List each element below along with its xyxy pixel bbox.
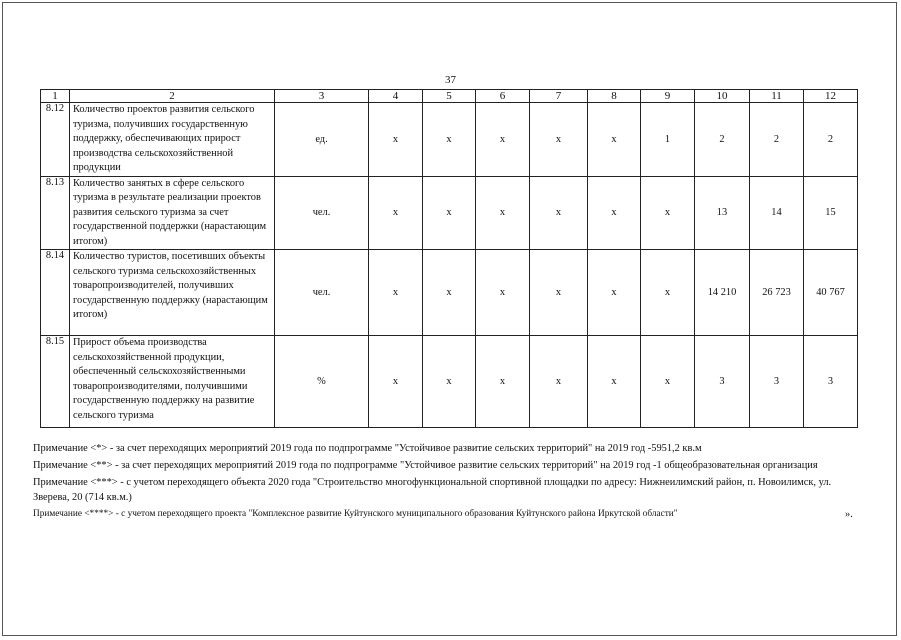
value-cell: x bbox=[476, 176, 530, 250]
indicator-name: Количество занятых в сфере сельского туризма в результате реализации проектов развития сельского туризма за счет государственной поддержки (нарастающим итогом) bbox=[70, 176, 275, 250]
notes-section bbox=[33, 441, 863, 524]
value-cell: x bbox=[369, 336, 423, 428]
table-row bbox=[41, 103, 858, 177]
column-header: 11 bbox=[750, 90, 804, 103]
unit-cell: чел. bbox=[275, 250, 369, 336]
column-header: 7 bbox=[530, 90, 588, 103]
table-header-row bbox=[41, 90, 858, 103]
note-1: Примечание <*> - за счет переходящих мероприятий 2019 года по подпрограмме "Устойчивое развитие сельских территорий" на 2019 год -5951,2 кв.м bbox=[33, 443, 702, 454]
value-cell: 13 bbox=[695, 176, 750, 250]
column-header: 1 bbox=[41, 90, 70, 103]
value-cell: x bbox=[530, 250, 588, 336]
value-cell: x bbox=[476, 336, 530, 428]
row-number: 8.14 bbox=[41, 250, 70, 336]
note-4 bbox=[33, 507, 863, 522]
table-row bbox=[41, 336, 858, 428]
value-cell: x bbox=[369, 176, 423, 250]
table-row bbox=[41, 250, 858, 336]
note-4-text: Примечание <****> - с учетом переходящего проекта "Комплексное развитие Куйтунского муниципального образования Куйтунского района Иркутской области" bbox=[33, 509, 678, 519]
value-cell: x bbox=[530, 336, 588, 428]
indicators-table bbox=[40, 89, 858, 428]
value-cell: x bbox=[588, 250, 641, 336]
value-cell: 15 bbox=[804, 176, 858, 250]
indicator-name: Количество туристов, посетивших объекты сельского туризма сельскохозяйственных товаропроизводителей, получивших государственную поддержку (нарастающим итогом) bbox=[70, 250, 275, 336]
column-header: 4 bbox=[369, 90, 423, 103]
value-cell: 3 bbox=[750, 336, 804, 428]
column-header: 6 bbox=[476, 90, 530, 103]
unit-cell: ед. bbox=[275, 103, 369, 177]
value-cell: 14 210 bbox=[695, 250, 750, 336]
row-number: 8.15 bbox=[41, 336, 70, 428]
value-cell: 14 bbox=[750, 176, 804, 250]
value-cell: 3 bbox=[804, 336, 858, 428]
value-cell: x bbox=[423, 250, 476, 336]
value-cell: x bbox=[530, 176, 588, 250]
column-header: 9 bbox=[641, 90, 695, 103]
value-cell: 40 767 bbox=[804, 250, 858, 336]
row-number: 8.13 bbox=[41, 176, 70, 250]
unit-cell: % bbox=[275, 336, 369, 428]
column-header: 8 bbox=[588, 90, 641, 103]
column-header: 5 bbox=[423, 90, 476, 103]
column-header: 3 bbox=[275, 90, 369, 103]
note-3: Примечание <***> - с учетом переходящего объекта 2020 года "Строительство многофункциональной спортивной площадки по адресу: Нижнеилимский район, п. Новоилимск, ул. Зверева, 20 (714 кв.м.) bbox=[33, 477, 832, 503]
value-cell: x bbox=[423, 103, 476, 177]
page-number: 37 bbox=[445, 74, 456, 86]
value-cell: 3 bbox=[695, 336, 750, 428]
table-row bbox=[41, 176, 858, 250]
value-cell: 2 bbox=[804, 103, 858, 177]
value-cell: x bbox=[588, 336, 641, 428]
value-cell: x bbox=[476, 103, 530, 177]
value-cell: x bbox=[641, 336, 695, 428]
unit-cell: чел. bbox=[275, 176, 369, 250]
value-cell: x bbox=[641, 250, 695, 336]
column-header: 12 bbox=[804, 90, 858, 103]
note-4-tail: ». bbox=[845, 509, 853, 520]
value-cell: 2 bbox=[695, 103, 750, 177]
indicator-name: Прирост объема производства сельскохозяйственной продукции, обеспеченный сельскохозяйственными товаропроизводителями, получившими государственную поддержку на развитие сельского туризма bbox=[70, 336, 275, 428]
indicator-name: Количество проектов развития сельского туризма, получивших государственную поддержку, обеспечивающих прирост производства сельскохозяйственной продукции bbox=[70, 103, 275, 177]
value-cell: x bbox=[369, 250, 423, 336]
column-header: 2 bbox=[70, 90, 275, 103]
value-cell: x bbox=[423, 176, 476, 250]
value-cell: x bbox=[588, 176, 641, 250]
value-cell: x bbox=[369, 103, 423, 177]
note-2: Примечание <**> - за счет переходящих мероприятий 2019 года по подпрограмме "Устойчивое развитие сельских территорий" на 2019 год -1 общеобразовательная организация bbox=[33, 460, 818, 471]
row-number: 8.12 bbox=[41, 103, 70, 177]
column-header: 10 bbox=[695, 90, 750, 103]
value-cell: x bbox=[588, 103, 641, 177]
value-cell: x bbox=[423, 336, 476, 428]
value-cell: x bbox=[530, 103, 588, 177]
value-cell: x bbox=[641, 176, 695, 250]
value-cell: 26 723 bbox=[750, 250, 804, 336]
value-cell: x bbox=[476, 250, 530, 336]
value-cell: 2 bbox=[750, 103, 804, 177]
value-cell: 1 bbox=[641, 103, 695, 177]
